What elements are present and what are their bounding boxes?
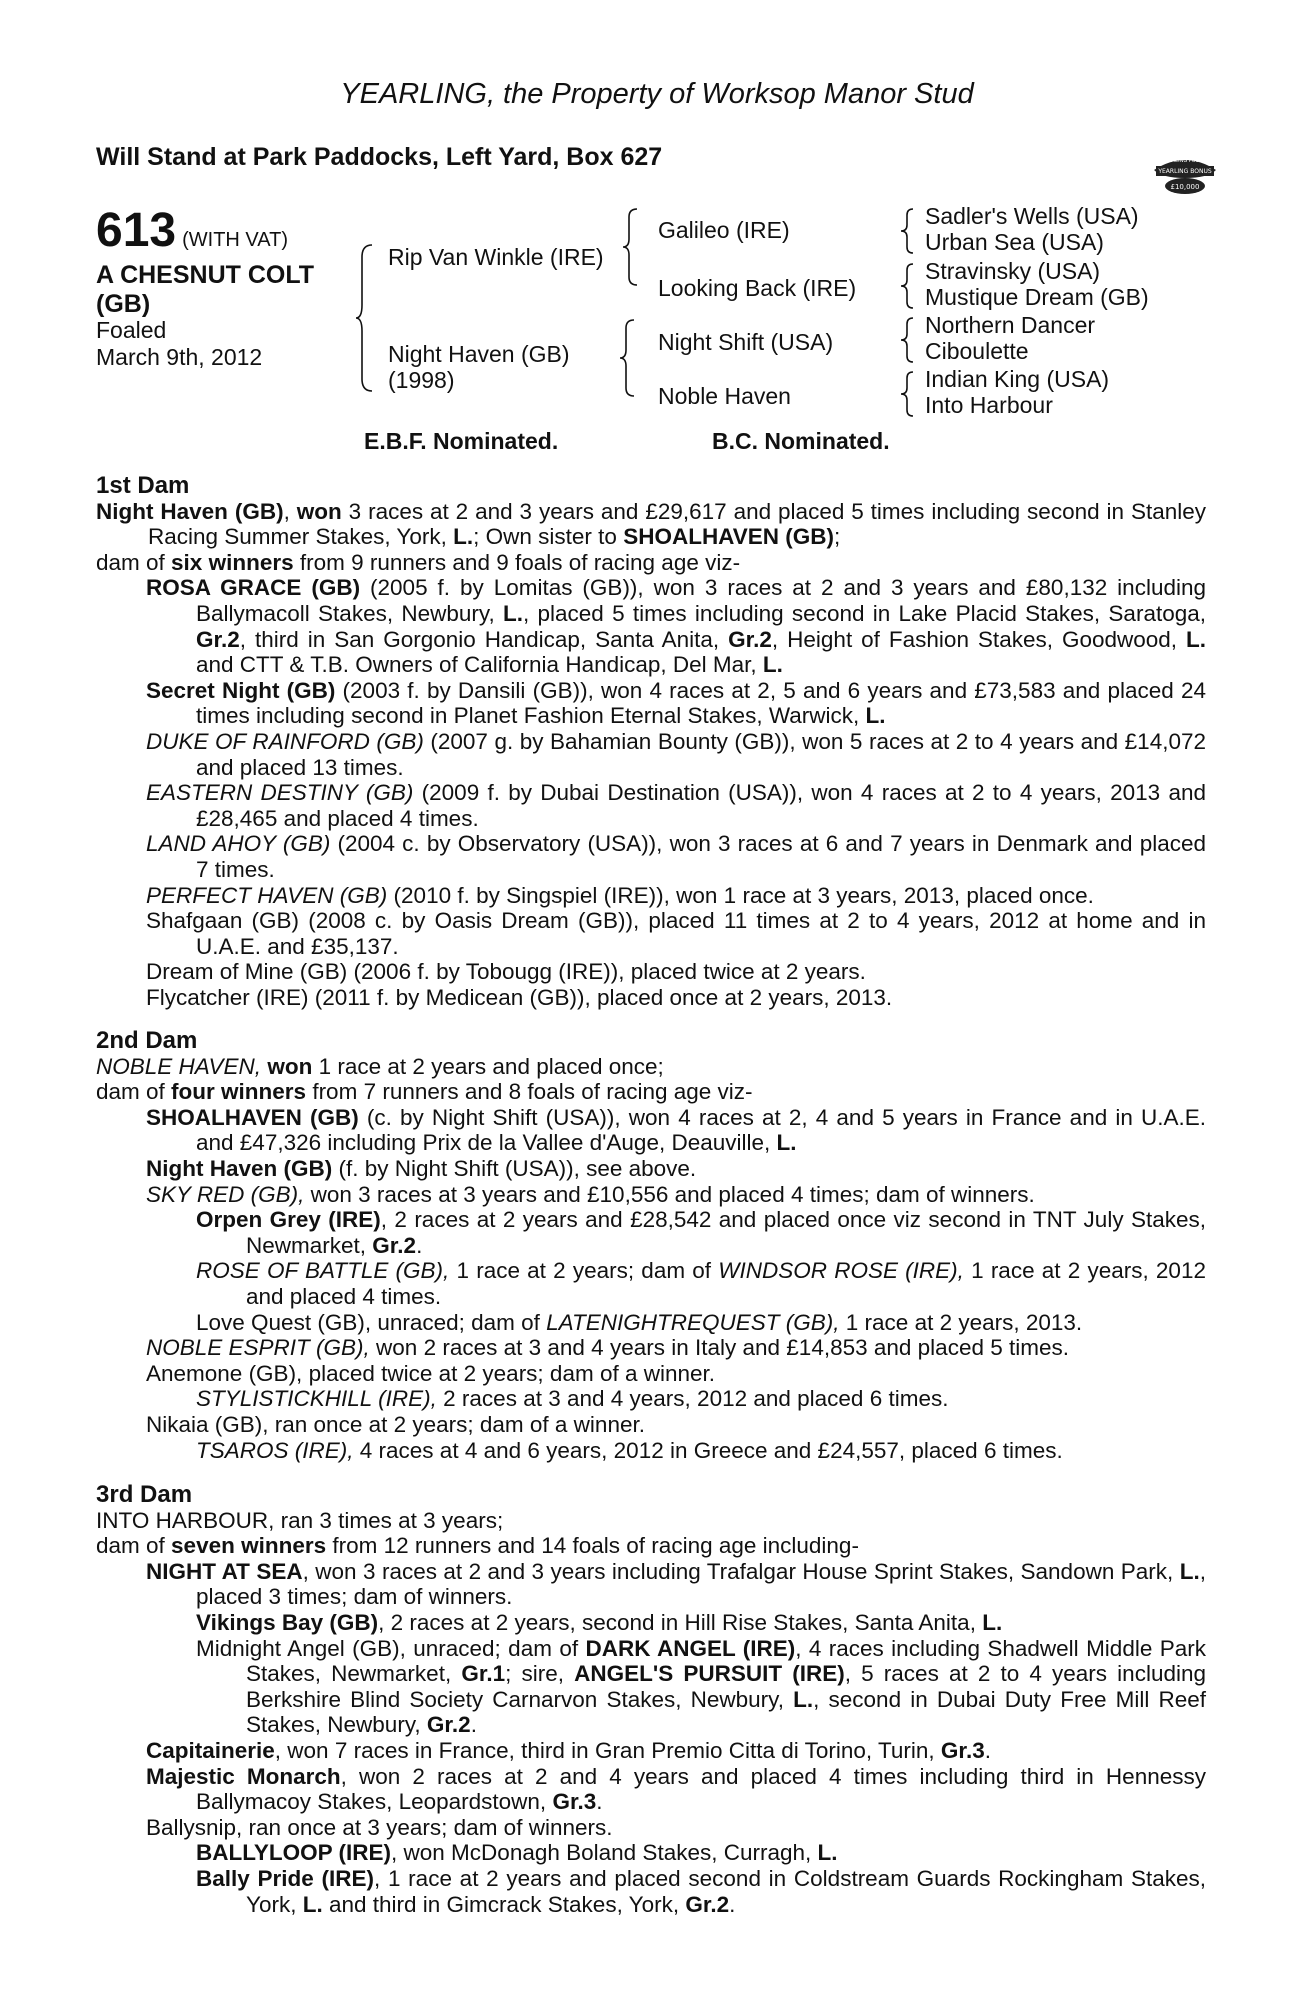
produce-nikaia: Nikaia (GB), ran once at 2 years; dam of a winner.: [146, 1411, 645, 1437]
produce-stylistickhill: [96, 1386, 1206, 1412]
record-text: (2004 c. by Observatory (USA)), won 3 races at 6 and 7 years in Denmark and placed 7 times.: [196, 831, 1207, 882]
first-dam-own-sister: ; Own sister to: [473, 524, 624, 550]
first-dam-runners: from 9 runners and 9 foals of racing age viz-: [293, 549, 741, 575]
foaled-date: March 9th, 2012: [96, 344, 263, 370]
record-text: 4 races at 4 and 6 years, 2012 in Greece and £24,557, placed 6 times.: [353, 1437, 1063, 1463]
record-text: (f. by Night Shift (USA)), see above.: [332, 1155, 697, 1181]
pedigree-sire-dam: Looking Back (IRE): [658, 275, 857, 301]
produce-majestic-monarch: Majestic Monarch, won 2 races at 2 and 4 years and placed 4 times including third in Hennessy Ballymacoy Stakes, Leopardstown, Gr.3.: [146, 1763, 1206, 1815]
produce-shoalhaven: [96, 1105, 1206, 1156]
horse-name: ROSE OF BATTLE (GB),: [196, 1258, 450, 1284]
pedigree-brace-dam: [620, 318, 638, 398]
horse-name: LAND AHOY (GB): [146, 831, 331, 857]
dam-of-label: dam of: [96, 549, 172, 575]
record-text: , 2 races at 2 years, second in Hill Rise Stakes, Santa Anita,: [378, 1609, 983, 1635]
produce-flycatcher: Flycatcher (IRE) (2011 f. by Medicean (GB)), placed once at 2 years, 2013.: [146, 984, 893, 1010]
grade: Gr.2: [196, 626, 240, 652]
produce-perfect-haven: [96, 883, 1206, 909]
horse-name: LATENIGHTREQUEST (GB),: [546, 1309, 840, 1335]
first-dam-listed: L.: [453, 524, 474, 550]
second-dam-heading: 2nd Dam: [96, 1027, 198, 1054]
horse-name: TSAROS (IRE),: [196, 1437, 354, 1463]
dam-of-label: dam of: [96, 1079, 172, 1105]
yearling-bonus-badge: [1148, 148, 1222, 198]
pedigree-sd-sire: Stravinsky (USA): [925, 258, 1101, 284]
grade: L.: [1179, 1558, 1200, 1584]
record-text: 2 races at 3 and 4 years, 2012 and placed 6 times.: [436, 1386, 949, 1412]
pedigree-dam-dam: Noble Haven: [658, 383, 791, 409]
record-text: , won 2 races at 2 and 4 years and placed 4 times including third in Hennessy Ballymacoy Stakes, Leopardstown,: [196, 1763, 1206, 1815]
produce-anemone: Anemone (GB), placed twice at 2 years; dam of a winner.: [146, 1360, 716, 1386]
produce-ballyloop: [96, 1840, 1206, 1866]
second-dam-winners: four winners: [171, 1079, 307, 1105]
record-text: 1 race at 2 years, 2012 and placed 4 times.: [246, 1258, 1206, 1309]
produce-orpen-grey: Orpen Grey (IRE), 2 races at 2 years and £28,542 and placed once viz second in TNT July Stakes, Newmarket, Gr.2.: [196, 1207, 1206, 1258]
produce-land-ahoy: [96, 831, 1206, 882]
badge-amount: £10,000: [1170, 183, 1200, 191]
record-text: , third in San Gorgonio Handicap, Santa Anita,: [239, 626, 729, 652]
produce-bally-pride: Bally Pride (IRE), 1 race at 2 years and placed second in Coldstream Guards Rockingham Stakes, York, L. and third in Gimcrack Stakes, York, Gr.2.: [196, 1865, 1206, 1917]
produce-rose-of-battle: [96, 1258, 1206, 1309]
grade: Gr.2: [728, 626, 772, 652]
grade: L.: [865, 703, 886, 729]
produce-sky-red: [96, 1182, 1206, 1208]
pedigree-brace-g1: [901, 207, 917, 255]
horse-name: ROSA GRACE (GB): [146, 575, 361, 601]
record-text: ; sire,: [505, 1661, 575, 1687]
dam-of-label: dam of: [96, 1533, 172, 1559]
ebf-nominated: E.B.F. Nominated.: [364, 428, 559, 454]
produce-shafgaan: Shafgaan (GB) (2008 c. by Oasis Dream (GB)), placed 11 times at 2 to 4 years, 2012 at home and in U.A.E. and £35,137.: [146, 908, 1206, 959]
record-text: , placed 5 times including second in Lake Placid Stakes, Saratoga,: [522, 600, 1206, 626]
foaled-block: [96, 317, 262, 371]
horse-name: DARK ANGEL (IRE): [585, 1635, 796, 1661]
first-dam-sister-name: SHOALHAVEN (GB): [623, 524, 835, 550]
grade: L.: [502, 600, 523, 626]
first-dam-won: won: [296, 498, 342, 524]
second-dam-produce-summary: [96, 1079, 1206, 1105]
record-text: , 2 races at 2 years and £28,542 and placed once viz second in TNT July Stakes, Newmarket,: [246, 1207, 1206, 1258]
record-text: Midnight Angel (GB), unraced; dam of: [196, 1635, 586, 1661]
grade: L.: [817, 1840, 838, 1866]
third-dam-produce-summary: [96, 1533, 1206, 1559]
horse-name: BALLYLOOP (IRE): [196, 1840, 392, 1866]
pedigree-dd-dam: Into Harbour: [925, 392, 1053, 418]
record-text: , 1 race at 2 years and placed second in Coldstream Guards Rockingham Stakes, York,: [246, 1865, 1206, 1917]
produce-night-at-sea: [96, 1559, 1206, 1610]
record-text: , won 3 races at 2 and 3 years including Trafalgar House Sprint Stakes, Sandown Park,: [302, 1558, 1180, 1584]
produce-secret-night: [96, 678, 1206, 729]
horse-name: Orpen Grey (IRE): [196, 1207, 381, 1233]
third-dam-runners: from 12 runners and 14 foals of racing age including-: [326, 1533, 859, 1559]
page-title: YEARLING, the Property of Worksop Manor Stud: [340, 78, 974, 110]
record-text: won 3 races at 3 years and £10,556 and placed 4 times; dam of winners.: [304, 1181, 1035, 1207]
grade: Gr.2: [372, 1232, 417, 1258]
lot-number: 613: [96, 204, 177, 257]
record-text: , placed 3 times; dam of winners.: [196, 1558, 1206, 1610]
horse-name: STYLISTICKHILL (IRE),: [196, 1386, 437, 1412]
record-text: Love Quest (GB), unraced; dam of: [196, 1309, 547, 1335]
grade: L.: [762, 652, 783, 678]
grade: Gr.3: [940, 1737, 985, 1763]
horse-name: Vikings Bay (GB): [196, 1609, 379, 1635]
produce-rosa-grace: [96, 575, 1206, 677]
bc-nominated: B.C. Nominated.: [712, 428, 890, 454]
produce-tsaros: [96, 1438, 1206, 1464]
pedigree-dam-sire: Night Shift (USA): [658, 329, 834, 355]
horse-name: Capitainerie: [146, 1737, 275, 1763]
produce-dream-of-mine: Dream of Mine (GB) (2006 f. by Tobougg (IRE)), placed twice at 2 years.: [146, 959, 866, 985]
second-dam-won: won: [267, 1053, 313, 1079]
second-dam-section: [96, 1028, 1206, 1463]
first-dam-section: [96, 473, 1206, 1010]
horse-name: PERFECT HAVEN (GB): [146, 882, 388, 908]
horse-name: SKY RED (GB),: [146, 1181, 305, 1207]
pedigree-brace-sire: [623, 207, 641, 287]
pedigree-ss-sire: Sadler's Wells (USA): [925, 203, 1139, 229]
grade: Gr.1: [461, 1661, 506, 1687]
horse-name: Secret Night (GB): [146, 677, 336, 703]
third-dam-summary: INTO HARBOUR, ran 3 times at 3 years;: [96, 1507, 504, 1533]
produce-night-haven: [96, 1156, 1206, 1182]
horse-name: DUKE OF RAINFORD (GB): [146, 728, 424, 754]
record-text: 1 race at 2 years, 2013.: [839, 1309, 1083, 1335]
produce-eastern-destiny: [96, 780, 1206, 831]
record-text: , 5 races at 2 to 4 years including Berkshire Blind Society Carnarvon Stakes, Newbury,: [246, 1661, 1206, 1712]
second-dam-name: NOBLE HAVEN,: [96, 1053, 262, 1079]
first-dam-produce-summary: [96, 550, 1206, 576]
pedigree-sd-dam: Mustique Dream (GB): [925, 284, 1149, 310]
horse-name: Majestic Monarch: [146, 1763, 341, 1789]
horse-name: SHOALHAVEN (GB): [146, 1104, 359, 1130]
first-dam-winners: six winners: [171, 549, 294, 575]
horse-name: ANGEL'S PURSUIT (IRE): [574, 1661, 845, 1687]
horse-name: EASTERN DESTINY (GB): [146, 780, 414, 806]
produce-ballysnip: Ballysnip, ran once at 3 years; dam of winners.: [146, 1814, 613, 1840]
record-text: (2003 f. by Dansili (GB)), won 4 races at 2, 5 and 6 years and £73,583 and placed 24 times including second in Planet Fashion Eternal Stakes, Warwick,: [196, 677, 1207, 729]
pedigree-brace-g4: [901, 370, 917, 418]
grade: Gr.2: [426, 1712, 471, 1738]
record-text: (2010 f. by Singspiel (IRE)), won 1 race at 3 years, 2013, placed once.: [387, 882, 1094, 908]
record-text: and CTT & T.B. Owners of California Handicap, Del Mar,: [196, 652, 763, 678]
record-text: and third in Gimcrack Stakes, York,: [322, 1891, 686, 1917]
third-dam-section: [96, 1482, 1206, 1917]
pedigree-brace-main: [356, 243, 376, 393]
lot-number-block: [96, 204, 288, 257]
record-text: , won 7 races in France, third in Gran Premio Citta di Torino, Turin,: [274, 1737, 941, 1763]
horse-name: NOBLE ESPRIT (GB),: [146, 1335, 370, 1361]
pedigree-ds-sire: Northern Dancer: [925, 312, 1096, 338]
produce-duke-of-rainford: [96, 729, 1206, 780]
record-text: (2009 f. by Dubai Destination (USA)), won 4 races at 2 to 4 years, 2013 and £28,465 and placed 4 times.: [196, 780, 1206, 831]
first-dam-name: Night Haven (GB): [96, 498, 284, 524]
second-dam-record: 1 race at 2 years and placed once;: [312, 1053, 664, 1079]
second-dam-runners: from 7 runners and 8 foals of racing age viz-: [306, 1079, 753, 1105]
pedigree-sire-sire: Galileo (IRE): [658, 217, 790, 243]
grade: L.: [776, 1130, 797, 1156]
produce-love-quest: [96, 1310, 1206, 1336]
grade: L.: [302, 1891, 323, 1917]
record-text: (2005 f. by Lomitas (GB)), won 3 races at 2 and 3 years and £80,132 including Ballymacoll Stakes, Newbury,: [196, 575, 1206, 626]
foaled-label: Foaled: [96, 317, 167, 343]
second-dam-summary: [96, 1054, 1206, 1080]
record-text: (c. by Night Shift (USA)), won 4 races at 2, 4 and 5 years in France and in U.A.E. and £47,326 including Prix de la Vallee d'Auge, Deauville,: [196, 1104, 1207, 1156]
grade: Gr.3: [552, 1789, 597, 1815]
lot-description: A CHESNUT COLT (GB): [96, 261, 315, 318]
grade: L.: [982, 1609, 1003, 1635]
horse-name: NIGHT AT SEA: [146, 1558, 303, 1584]
produce-vikings-bay: [96, 1610, 1206, 1636]
record-text: 1 race at 2 years; dam of: [449, 1258, 719, 1284]
horse-name: Bally Pride (IRE): [196, 1865, 374, 1891]
pedigree-dam: Night Haven (GB): [388, 341, 570, 367]
horse-name: Night Haven (GB): [146, 1155, 333, 1181]
record-text: , 4 races including Shadwell Middle Park Stakes, Newmarket,: [246, 1635, 1206, 1687]
pedigree-brace-g3: [901, 316, 917, 364]
pedigree-sire: Rip Van Winkle (IRE): [388, 244, 604, 270]
first-dam-record: 3 races at 2 and 3 years and £29,617 and placed 5 times including second in Stanley Racing Summer Stakes, York,: [148, 498, 1206, 550]
pedigree-dam-year: (1998): [388, 367, 455, 393]
record-text: (2007 g. by Bahamian Bounty (GB)), won 5 races at 2 to 4 years and £14,072 and placed 13 times.: [196, 728, 1207, 780]
badge-line2: YEARLING BONUS: [1158, 168, 1212, 175]
produce-midnight-angel: Midnight Angel (GB), unraced; dam of DARK ANGEL (IRE), 4 races including Shadwell Middle Park Stakes, Newmarket, Gr.1; sire, ANGEL'S PURSUIT (IRE), 5 races at 2 to 4 years including Berkshire Blind Society Carnarvon Stakes, Newbury, L., second in Dubai Duty Free Mill Reef Stakes, Newbury, Gr.2.: [196, 1635, 1207, 1738]
pedigree-dd-sire: Indian King (USA): [925, 366, 1110, 392]
third-dam-winners: seven winners: [171, 1533, 327, 1559]
record-text: , second in Dubai Duty Free Mill Reef Stakes, Newbury,: [246, 1686, 1207, 1738]
grade: L.: [1186, 626, 1207, 652]
produce-capitainerie: Capitainerie, won 7 races in France, third in Gran Premio Citta di Torino, Turin, Gr.3.: [146, 1737, 991, 1763]
stand-location: Will Stand at Park Paddocks, Left Yard, Box 627: [96, 143, 663, 171]
first-dam-heading: 1st Dam: [96, 472, 190, 499]
produce-noble-esprit: [96, 1335, 1206, 1361]
pedigree-brace-g2: [901, 262, 917, 310]
third-dam-heading: 3rd Dam: [96, 1481, 193, 1508]
pedigree-ss-dam: Urban Sea (USA): [925, 229, 1104, 255]
record-text: , Height of Fashion Stakes, Goodwood,: [771, 626, 1187, 652]
grade: Gr.2: [685, 1891, 730, 1917]
horse-name: WINDSOR ROSE (IRE),: [718, 1258, 964, 1284]
record-text: , won McDonagh Boland Stakes, Curragh,: [391, 1840, 818, 1866]
grade: L.: [793, 1686, 814, 1712]
first-dam-summary: Night Haven (GB), won 3 races at 2 and 3 years and £29,617 and placed 5 times including second in Stanley Racing Summer Stakes, York, L.; Own sister to SHOALHAVEN (GB);: [96, 498, 1206, 550]
pedigree-ds-dam: Ciboulette: [925, 338, 1029, 364]
record-text: won 2 races at 3 and 4 years in Italy and £14,853 and placed 5 times.: [369, 1335, 1069, 1361]
vat-label: (WITH VAT): [182, 229, 288, 251]
badge-line1: RACING POST: [1168, 158, 1202, 164]
